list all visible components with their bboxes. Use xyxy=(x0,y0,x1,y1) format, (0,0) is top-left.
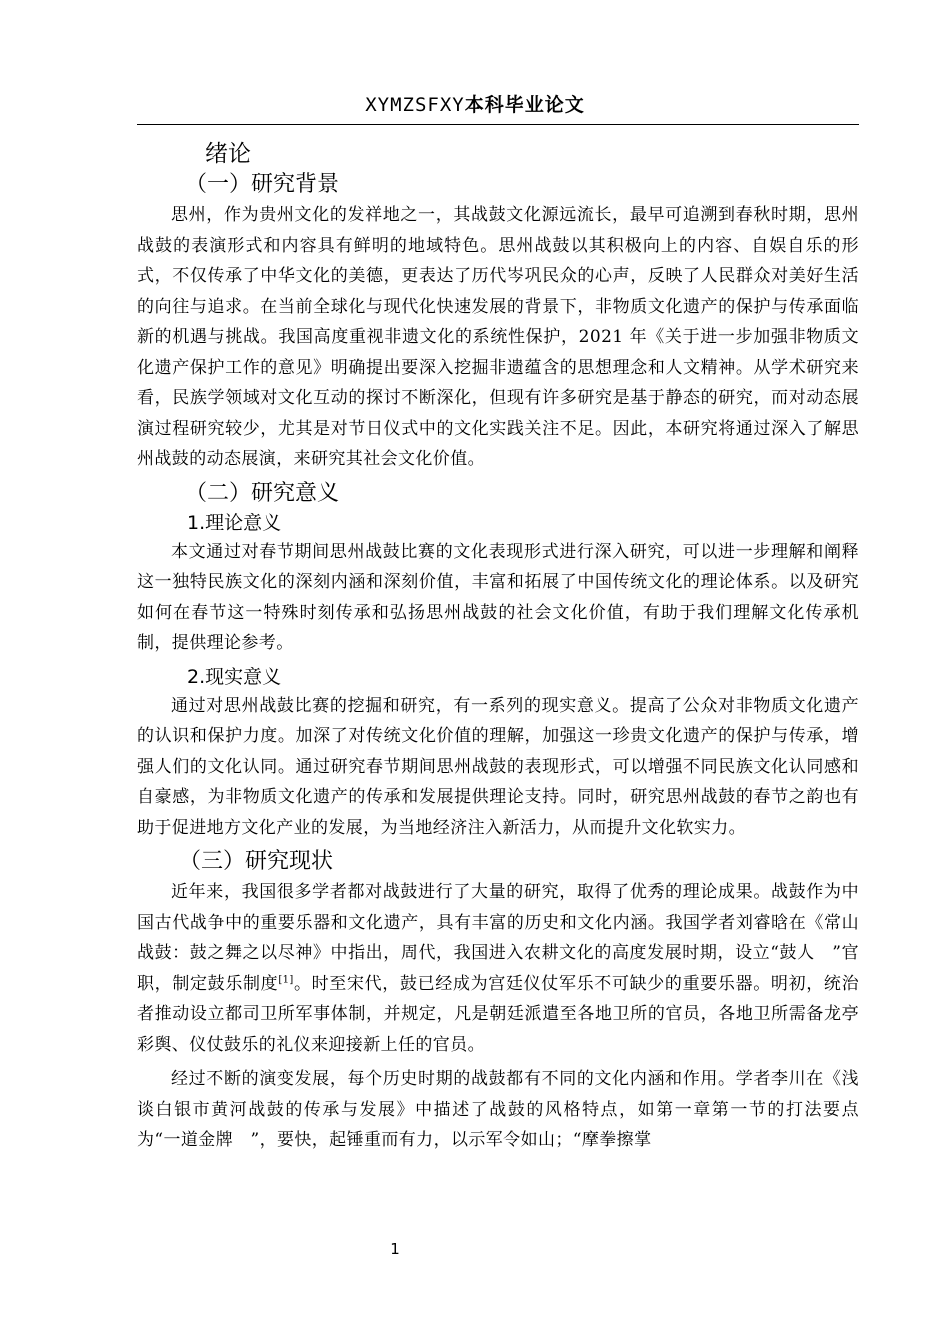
section-heading-significance: （二）研究意义 xyxy=(185,480,340,506)
subheading-practice: 2.现实意义 xyxy=(187,665,282,688)
header-title: 本科毕业论文 xyxy=(464,94,585,116)
header-latin: XYMZSFXY xyxy=(365,94,465,116)
paragraph-status-1-text-b: 。时至宋代，鼓已经成为宫廷仪仗军乐不可缺少的重要乐器。明初，统治者推动设立都司卫所军事体制，并规定，凡是朝廷派遣至各地卫所的官员，各地卫所需备龙亭彩舆、仪仗鼓乐的礼仪来迎接新上任的官员。 xyxy=(137,973,859,1055)
paragraph-status-1 xyxy=(137,877,859,1060)
intro-title: 绪论 xyxy=(205,141,251,167)
paragraph-theory: 本文通过对春节期间思州战鼓比赛的文化表现形式进行深入研究，可以进一步理解和阐释这一独特民族文化的深刻内涵和深刻价值，丰富和拓展了中国传统文化的理论体系。以及研究如何在春节这一特殊时刻传承和弘扬思州战鼓的社会文化价值，有助于我们理解文化传承机制，提供理论参考。 xyxy=(137,541,859,653)
subheading-theory: 1.理论意义 xyxy=(187,511,282,534)
paragraph-practice: 通过对思州战鼓比赛的挖掘和研究，有一系列的现实意义。提高了公众对非物质文化遗产的认识和保护力度。加深了对传统文化价值的理解，加强这一珍贵文化遗产的保护与传承，增强人们的文化认同。通过研究春节期间思州战鼓的表现形式，可以增强不同民族文化认同感和自豪感，为非物质文化遗产的传承和发展提供理论支持。同时，研究思州战鼓的春节之韵也有助于促进地方文化产业的发展，为当地经济注入新活力，从而提升文化软实力。 xyxy=(137,695,859,838)
main-content xyxy=(137,138,859,1156)
paragraph-status-2: 经过不断的演变发展，每个历史时期的战鼓都有不同的文化内涵和作用。学者李川在《浅谈白银市黄河战鼓的传承与发展》中描述了战鼓的风格特点，如第一章第一节的打法要点为“一道金牌 ”，要快，起锤重而有力，以示军令如山；“摩拳擦掌 xyxy=(137,1069,859,1150)
header-rule xyxy=(137,124,859,125)
page-number: 1 xyxy=(390,1240,400,1258)
section-heading-background: （一）研究背景 xyxy=(185,172,340,197)
paragraph-background: 思州，作为贵州文化的发祥地之一，其战鼓文化源远流长，最早可追溯到春秋时期，思州战鼓的表演形式和内容具有鲜明的地域特色。思州战鼓以其积极向上的内容、自娱自乐的形式，不仅传承了中华文化的美德，更表达了历代岑巩民众的心声，反映了人民群众对美好生活的向往与追求。在当前全球化与现代化快速发展的背景下，非物质文化遗产的保护与传承面临新的机遇与挑战。我国高度重视非遗文化的系统性保护，2021 年《关于进一步加强非物质文化遗产保护工作的意见》明确提出要深入挖掘非遗蕴含的思想理念和人文精神。从学术研究来看，民族学领域对文化互动的探讨不断深化，但现有许多研究是基于静态的研究，而对动态展演过程研究较少，尤其是对节日仪式中的文化实践关注不足。因此，本研究将通过深入了解思州战鼓的动态展演，来研究其社会文化价值。 xyxy=(137,205,859,469)
paragraph-status-1-text-a: 近年来，我国很多学者都对战鼓进行了大量的研究，取得了优秀的理论成果。战鼓作为中国古代战争中的重要乐器和文化遗产，具有丰富的历史和文化内涵。我国学者刘睿晗在《常山战鼓：鼓之舞之以尽神》中指出，周代，我国进入农耕文化的高度发展时期，设立“鼓人 ”官职，制定鼓乐制度 xyxy=(137,882,859,994)
section-heading-status: （三）研究现状 xyxy=(179,849,334,874)
citation-ref-1: [1] xyxy=(278,973,294,985)
running-header xyxy=(0,90,950,117)
